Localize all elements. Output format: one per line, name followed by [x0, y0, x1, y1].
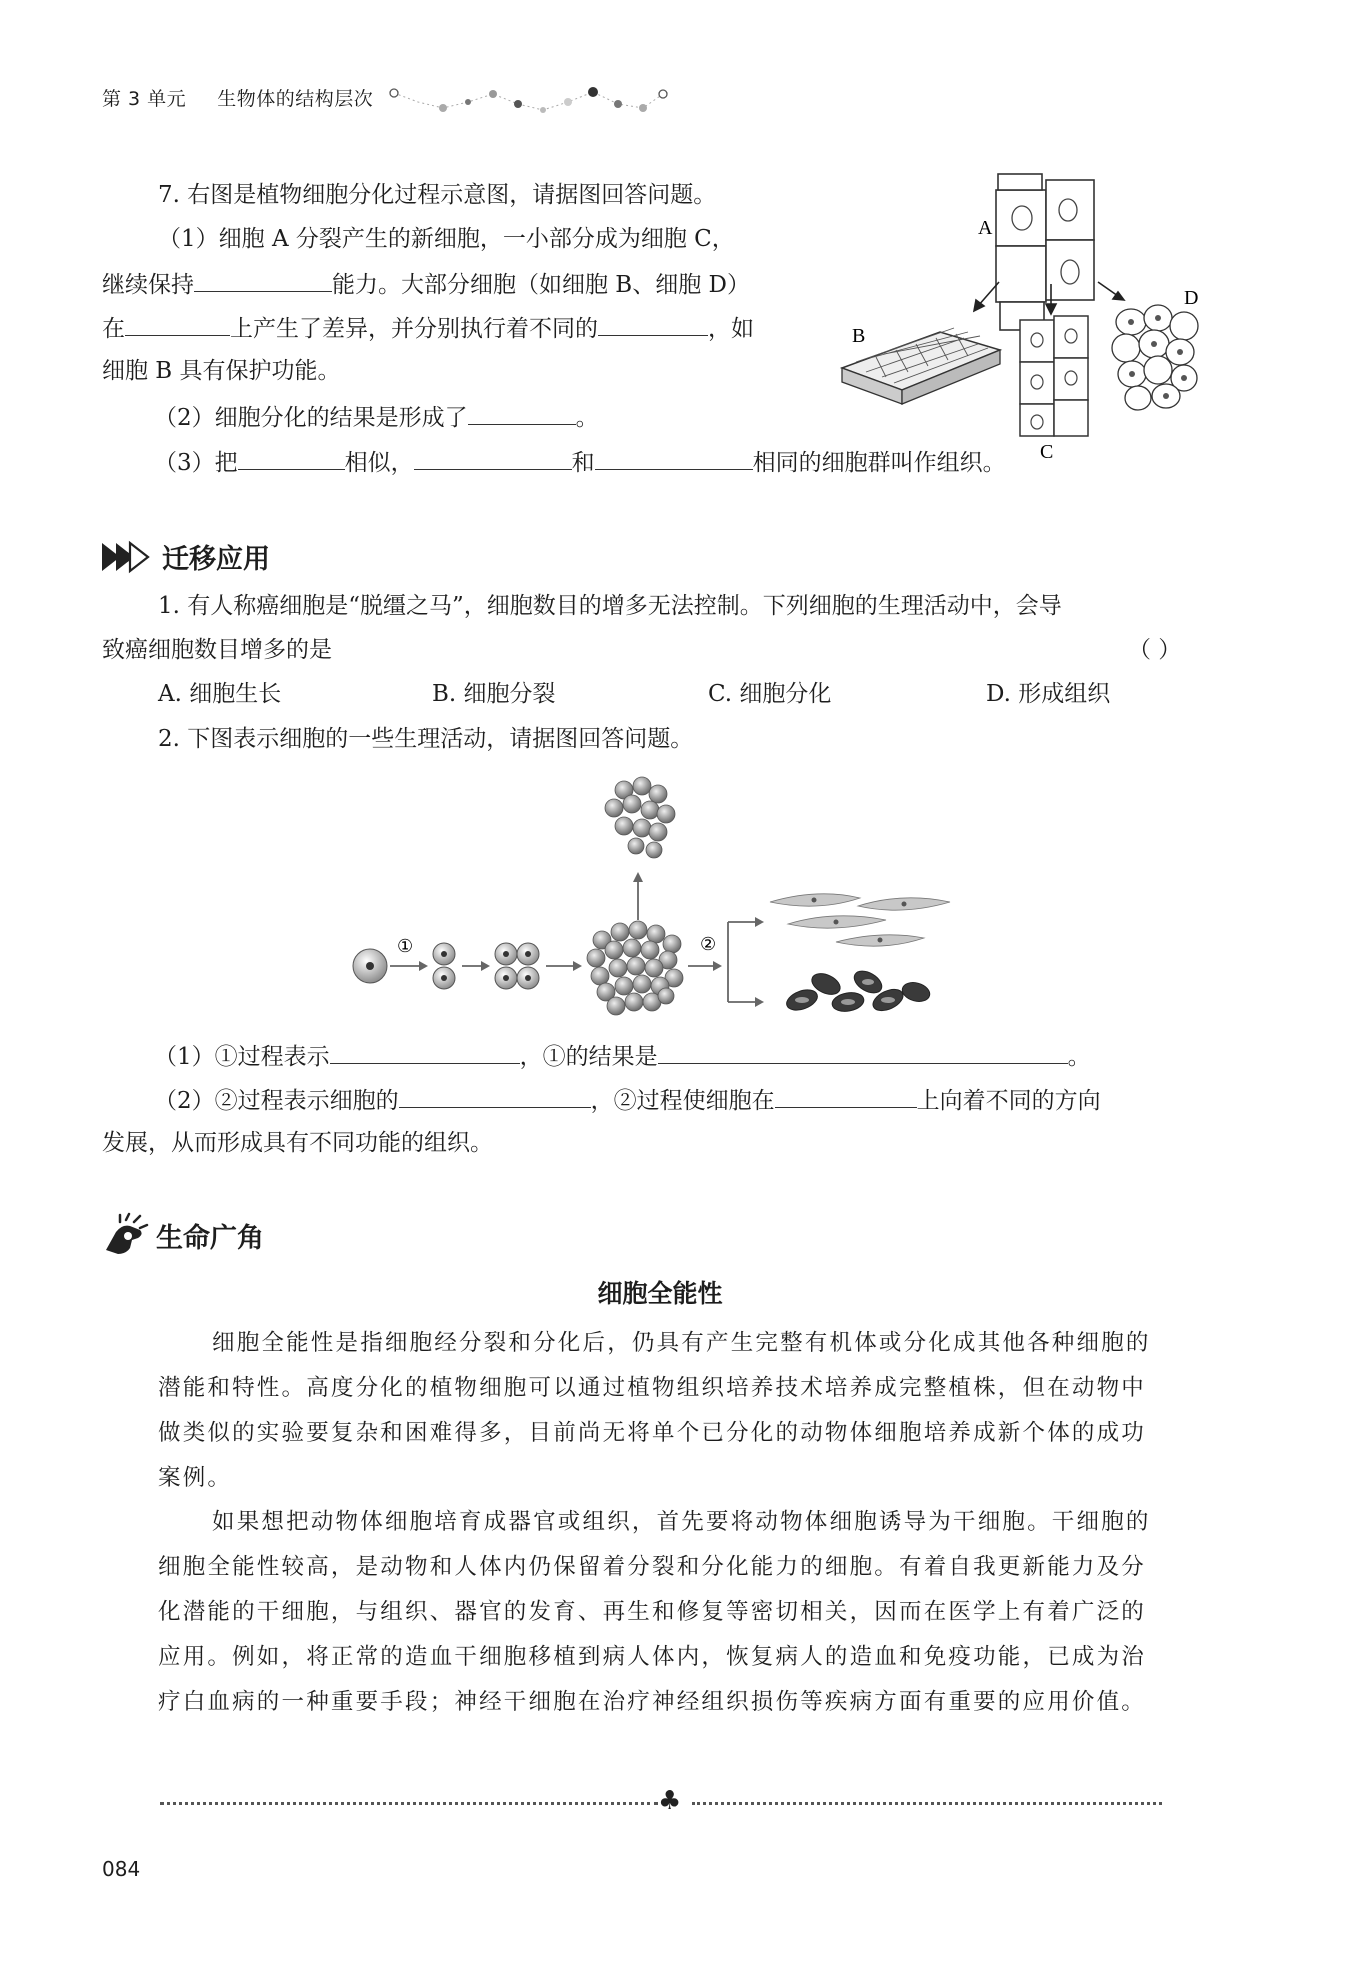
tq1-answer-paren[interactable]: （ ） [1128, 637, 1182, 663]
answer-blank[interactable] [775, 1081, 917, 1108]
answer-blank[interactable] [595, 443, 753, 470]
chapter-label: 生物体的结构层次 [217, 88, 374, 110]
cell-a-lower-right [996, 246, 1046, 302]
unit-label: 第 3 单元 [102, 88, 187, 110]
q7-part1-line4: 细胞 B 具有保护功能。 [102, 358, 341, 384]
q7-stem: 7. 右图是植物细胞分化过程示意图，请据图回答问题。 [158, 182, 717, 208]
page-number: 084 [102, 1857, 141, 1881]
q7-part1-line2: 继续保持 能力。大部分细胞（如细胞 B、细胞 D） [102, 265, 750, 303]
q7-part1-line3: 在 上产生了差异，并分别执行着不同的 ，如 [102, 309, 754, 347]
article-para-1: 细胞全能性是指细胞经分裂和分化后，仍具有产生完整有机体或分化成其他各种细胞的潜能和特性。高度分化的植物细胞可以通过植物组织培养技术培养成完整植株，但在动物中做类似的实验要复杂和困难得多，目前尚无将单个已分化的动物体细胞培养成新个体的成功案例。 [158, 1330, 1151, 1491]
choice-b[interactable]: B. 细胞分裂 [432, 681, 556, 707]
label-b: B [852, 325, 866, 347]
tq2-part1: （1）①过程表示 ，①的结果是 。 [154, 1037, 1091, 1075]
tq2-stem: 2. 下图表示细胞的一些生理活动，请据图回答问题。 [158, 726, 694, 752]
clover-icon: ♣ [658, 1786, 682, 1816]
answer-blank[interactable] [598, 309, 708, 336]
label-c: C [1040, 441, 1054, 463]
section-title-life: 生命广角 [156, 1223, 264, 1254]
tq1-line1: 1. 有人称癌细胞是“脱缰之马”，细胞数目的增多无法控制。下列细胞的生理活动中，会导 [158, 593, 1062, 619]
tq2-part2-line2: 发展，从而形成具有不同功能的组织。 [102, 1130, 493, 1156]
divider-right [692, 1802, 1162, 1805]
q7-part3: （3）把 相似， 和 相同的细胞群叫作组织。 [154, 443, 1006, 481]
tq2-part2: （2）②过程表示细胞的 ，②过程使细胞在 上向着不同的方向 [154, 1081, 1101, 1119]
mark-two: ② [700, 934, 717, 955]
answer-blank[interactable] [399, 1081, 591, 1108]
section-hand-icon [102, 1212, 150, 1256]
cell-a-top [998, 174, 1042, 190]
answer-blank[interactable] [194, 265, 332, 292]
choice-a[interactable]: A. 细胞生长 [158, 681, 282, 707]
answer-blank[interactable] [330, 1037, 520, 1064]
q7-part1-line1: （1）细胞 A 分裂产生的新细胞，一小部分成为细胞 C， [158, 226, 735, 252]
tq1-line2: 致癌细胞数目增多的是 [102, 637, 332, 663]
answer-blank[interactable] [468, 398, 576, 425]
choice-c[interactable]: C. 细胞分化 [708, 681, 832, 707]
answer-blank[interactable] [658, 1037, 1068, 1064]
cell-a-right-top [1046, 180, 1094, 240]
mark-one: ① [397, 936, 414, 957]
article-title: 细胞全能性 [597, 1279, 723, 1308]
page-header [102, 84, 373, 111]
section-title-transfer: 迁移应用 [162, 544, 270, 575]
cell-a-upper-right [996, 190, 1046, 246]
header-dots-ornament [388, 84, 668, 116]
label-d: D [1184, 287, 1199, 309]
cell-a-right-bottom [1046, 240, 1094, 300]
divider-left [160, 1802, 658, 1805]
answer-blank[interactable] [238, 443, 345, 470]
answer-blank[interactable] [125, 309, 230, 336]
choice-d[interactable]: D. 形成组织 [986, 681, 1111, 707]
q7-part2: （2）细胞分化的结果是形成了 。 [154, 398, 599, 436]
answer-blank[interactable] [414, 443, 572, 470]
label-a: A [978, 217, 993, 239]
section-arrows-icon [100, 540, 158, 574]
article-para-2: 如果想把动物体细胞培育成器官或组织，首先要将动物体细胞诱导为干细胞。干细胞的细胞全能性较高，是动物和人体内仍保留着分裂和分化能力的细胞。有着自我更新能力及分化潜能的干细胞，与组织、器官的发育、再生和修复等密切相关，因而在医学上有着广泛的应用。例如，将正常的造血干细胞移植到病人体内，恢复病人的造血和免疫功能，已成为治疗白血病的一种重要手段；神经干细胞在治疗神经组织损伤等疾病方面有重要的应用价值。 [158, 1509, 1151, 1715]
plant-cell-differentiation-figure [836, 172, 1206, 463]
cell-activity-figure [340, 770, 980, 1025]
